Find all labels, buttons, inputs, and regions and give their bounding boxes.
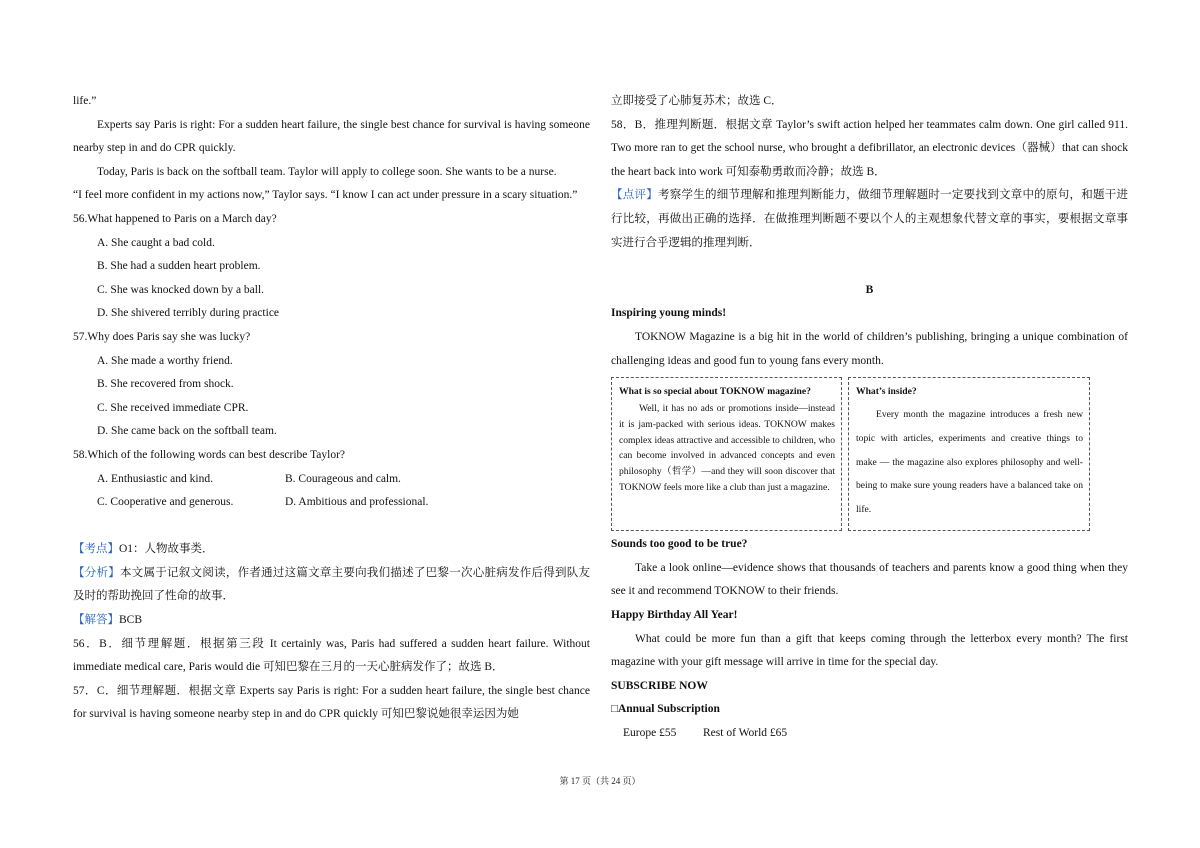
paragraph: Today, Paris is back on the softball team. Taylor will apply to college soon. She wants to be a nurse. (97, 165, 557, 178)
option: A. Enthusiastic and kind. (97, 472, 213, 485)
fenxi-line (73, 562, 590, 609)
option-row (73, 491, 590, 515)
box-title: What’s inside? (856, 386, 917, 398)
subscription-checkbox-label: □Annual Subscription (611, 703, 720, 716)
text-line: life.” (73, 95, 97, 107)
answer-57-continued: 立即接受了心肺复苏术；故选 C． (611, 95, 783, 107)
dianping-tag: 【点评】 (611, 189, 659, 202)
fenxi-tag: 【分析】 (73, 566, 121, 579)
fenxi-text: 本文属于记叙文阅读，作者通过这篇文章主要向我们描述了巴黎一次心脏病发作后得到队友及时的帮助挽回了性命的故事． (73, 566, 591, 603)
subheading: Sounds too good to be true? (611, 538, 748, 551)
kaodian-line (73, 538, 590, 562)
option: D. Ambitious and professional. (285, 496, 429, 509)
subheading: Happy Birthday All Year! (611, 608, 738, 621)
option: D. She shivered terribly during practice (97, 307, 280, 320)
info-boxes (611, 377, 1128, 531)
option-row (73, 468, 590, 492)
price-europe: Europe £55 (623, 726, 677, 739)
info-box-special (611, 377, 842, 531)
paragraph: “I feel more confident in my actions now,” Taylor says. “I know I can act under pressure in a scary situation.” (73, 189, 578, 202)
price-world: Rest of World £65 (703, 726, 788, 739)
dianping-text: 考察学生的细节理解和推理判断能力，做细节理解题时一定要找到文章中的原句，和题干进行比较，再做出正确的选择．在做推理判断题不要以个人的主观想象代替文章的事实，要根据文章事实进行合乎逻辑的推理判断． (611, 189, 1129, 249)
paragraph: What could be more fun than a gift that keeps coming through the letterbox every month? The first magazine with your gift message will arrive in time for the special day. (611, 632, 1128, 669)
option: B. She had a sudden heart problem. (97, 260, 261, 273)
question-58: 58.Which of the following words can best describe Taylor? (73, 448, 346, 461)
kaodian-text: O1：人物故事类． (119, 543, 214, 556)
paragraph: TOKNOW Magazine is a big hit in the world of children’s publishing, bringing a unique combination of challenging ideas and good fun to young fans every month. (611, 330, 1128, 367)
info-box-inside (848, 377, 1090, 531)
jieda-text: BCB (119, 614, 143, 627)
box-text: Every month the magazine introduces a fresh new topic with articles, experiments and creative things to make — the magazine also explores philosophy and well-being to make sure young readers have a balanced take on life. (856, 409, 1083, 515)
option: D. She came back on the softball team. (97, 425, 277, 438)
jieda-tag: 【解答】 (73, 614, 119, 627)
option: A. She made a worthy friend. (97, 354, 233, 367)
paragraph: Take a look online—evidence shows that thousands of teachers and parents know a good thing when they see it and recommend TOKNOW to their friends. (611, 561, 1128, 598)
price-row (611, 722, 1128, 746)
subheading: SUBSCRIBE NOW (611, 679, 708, 692)
option: A. She caught a bad cold. (97, 236, 215, 249)
question-56: 56.What happened to Paris on a March day? (73, 212, 277, 225)
box-title: What is so special about TOKNOW magazine? (619, 386, 811, 398)
left-column (73, 90, 590, 727)
page-footer: 第 17 页（共 24 页） (559, 776, 641, 786)
dianping-line (611, 184, 1128, 255)
option: B. Courageous and calm. (285, 472, 401, 485)
right-column (611, 90, 1128, 745)
option: C. She was knocked down by a ball. (97, 283, 265, 296)
jieda-line (73, 609, 590, 633)
section-heading: B (865, 283, 874, 296)
answer-56: 56．B．细节理解题．根据第三段 It certainly was, Paris had suffered a sudden heart failure. Without immediate medical care, Paris would die 可知巴黎在三月的一天心脏病发作了；故选 B． (73, 637, 590, 674)
option: C. Cooperative and generous. (97, 496, 234, 509)
box-text: Well, it has no ads or promotions inside—instead it is jam-packed with serious ideas. TOKNOW makes complex ideas attractive and accessible to children, who can become involved in advanced concepts and even philosophy（哲学）—and they will soon discover that TOKNOW feels more like a club than just a magazine. (619, 403, 835, 493)
option: C. She received immediate CPR. (97, 401, 249, 414)
question-57: 57.Why does Paris say she was lucky? (73, 330, 251, 343)
answer-57: 57．C．细节理解题．根据文章 Experts say Paris is right: For a sudden heart failure, the single best chance for survival is having someone nearby step in and do CPR quickly 可知巴黎说她很幸运因为她 (73, 684, 590, 721)
kaodian-tag: 【考点】 (73, 543, 119, 556)
article-title: Inspiring young minds! (611, 307, 727, 320)
answer-58: 58．B．推理判断题．根据文章 Taylor’s swift action helped her teammates calm down. One girl called 911. Two more ran to get the school nurse, who brought a defibrillator, an electronic devices（器械）that can shock the heart back into work 可知泰勒勇敢而冷静；故选 B． (611, 118, 1128, 178)
paragraph: Experts say Paris is right: For a sudden heart failure, the single best chance for survival is having someone nearby step in and do CPR quickly. (73, 118, 590, 155)
option: B. She recovered from shock. (97, 378, 234, 391)
